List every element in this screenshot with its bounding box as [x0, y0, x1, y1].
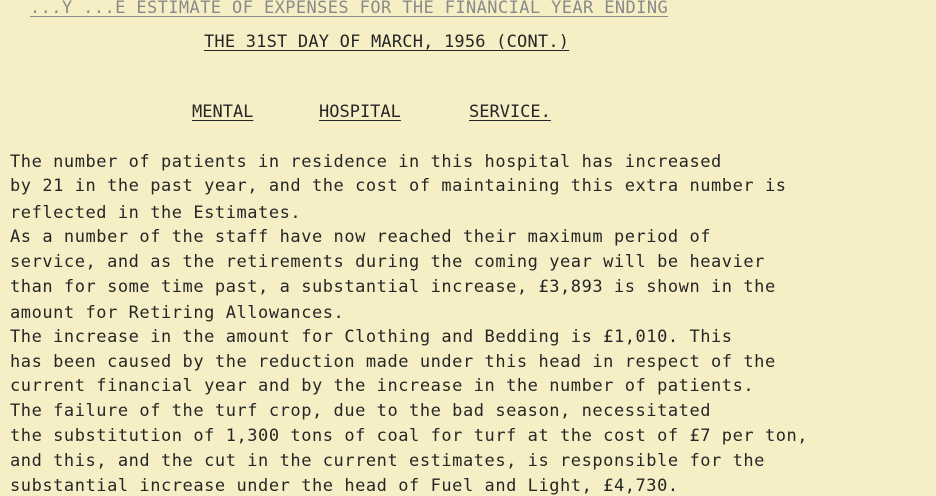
paragraph-3-line-2: has been caused by the reduction made under this head in respect of the	[10, 352, 776, 372]
paragraph-2-line-1: As a number of the staff have now reached their maximum period of	[10, 227, 712, 247]
paragraph-2-line-3: than for some time past, a substantial increase, £3,893 is shown in the	[10, 277, 776, 297]
paragraph-4-line-1: The failure of the turf crop, due to the bad season, necessitated	[10, 401, 712, 421]
paragraph-4-line-4: substantial increase under the head of Fuel and Light, £4,730.	[10, 476, 679, 496]
paragraph-3-line-3: current financial year and by the increase in the number of patients.	[10, 376, 755, 396]
paragraph-2-line-2: service, and as the retirements during the coming year will be heavier	[10, 252, 765, 272]
paragraph-4-line-2: the substitution of 1,300 tons of coal for turf at the cost of £7 per ton,	[10, 426, 809, 446]
section-heading-word-hospital: HOSPITAL	[319, 102, 401, 122]
paragraph-3-line-1: The increase in the amount for Clothing and Bedding is £1,010. This	[10, 327, 733, 347]
header-title-line-1: ...Y ...E ESTIMATE OF EXPENSES FOR THE FINANCIAL YEAR ENDING	[30, 0, 669, 18]
paragraph-2-line-4: amount for Retiring Allowances.	[10, 303, 345, 323]
paragraph-1-line-2: by 21 in the past year, and the cost of maintaining this extra number is	[10, 176, 787, 196]
header-title-line-2: THE 31ST DAY OF MARCH, 1956 (CONT.)	[204, 32, 570, 52]
section-heading-word-service: SERVICE.	[469, 102, 551, 122]
paragraph-1-line-3: reflected in the Estimates.	[10, 203, 302, 223]
paragraph-1-line-1: The number of patients in residence in this hospital has increased	[10, 152, 722, 172]
section-heading-word-mental: MENTAL	[192, 102, 254, 122]
paragraph-4-line-3: and this, and the cut in the current estimates, is responsible for the	[10, 451, 765, 471]
